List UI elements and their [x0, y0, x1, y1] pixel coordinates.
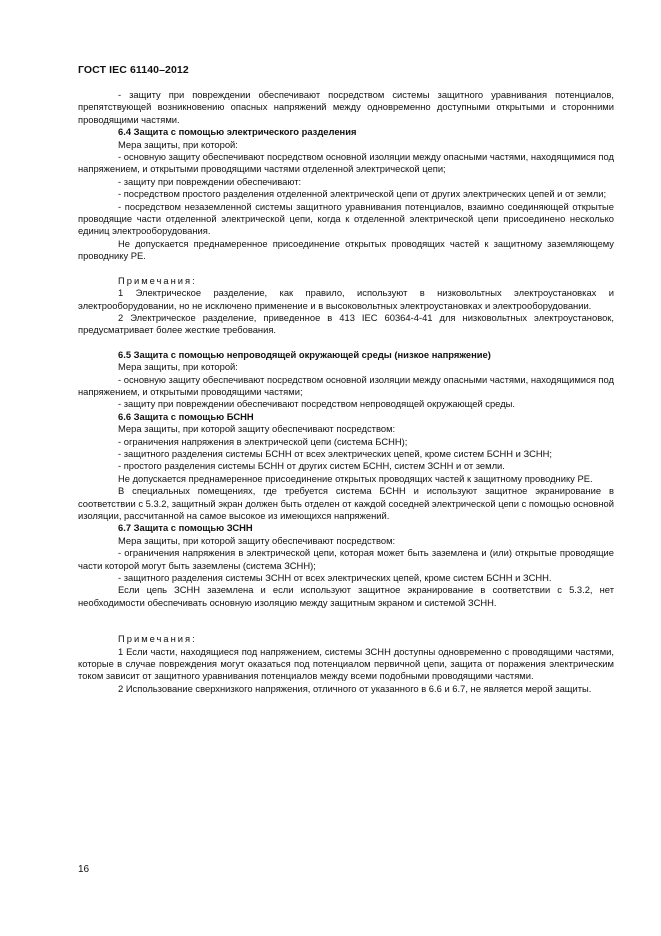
paragraph: - основную защиту обеспечивают посредством основной изоляции между опасными частями, находящимися под напряжением, и открытыми проводящими частями;	[78, 373, 614, 397]
paragraph: - защитного разделения системы БСНН от всех электрических цепей, кроме систем БСНН и ЗСНН;	[118, 447, 552, 459]
section-heading: 6.7 Защита с помощью ЗСНН	[118, 522, 253, 534]
paragraph: 2 Электрическое разделение, приведенное в 413 IEC 60364-4-41 для низковольтных электроустановок, предусматривает более жесткие требования.	[78, 311, 614, 336]
paragraph: 1 Электрическое разделение, как правило, используют в низковольтных электроустановках и электрооборудовании, но не исключено применение и в высоковольтных электроустановках и электрооборудовании.	[78, 287, 614, 311]
page-number: 16	[78, 864, 90, 875]
paragraph: - ограничения напряжения в электрической цепи, которая может быть заземлена и (или) открытые проводящие части которой могут быть заземлены (система ЗСНН);	[78, 547, 614, 571]
paragraph: Не допускается преднамеренное присоединение открытых проводящих частей к защитному заземляющему проводнику PE.	[78, 237, 614, 262]
paragraph: - защиту при повреждении обеспечивают:	[118, 175, 302, 187]
paragraph: Мера защиты, при которой защиту обеспечивают посредством:	[118, 534, 396, 546]
paragraph: - простого разделения системы БСНН от других систем БСНН, систем ЗСНН и от земли.	[118, 460, 505, 472]
paragraph: - защитного разделения системы ЗСНН от всех электрических цепей, кроме систем БСНН и ЗСНН.	[118, 572, 552, 584]
paragraph: В специальных помещениях, где требуется система БСНН и используют защитное экранирование в соответствии с 5.3.2, защитный экран должен быть отделен от каждой соседней электрической цепи с помощью основной изоляции, рассчитанной на самое высокое из имеющихся напряжений.	[78, 485, 614, 521]
document-header: ГОСТ IEC 61140–2012	[78, 64, 189, 76]
paragraph: 2 Использование сверхнизкого напряжения, отличного от указанного в 6.6 и 6.7, не является мерой защиты.	[118, 682, 592, 694]
paragraph: - посредством незаземленной системы защитного уравнивания потенциалов, взаимно соединяющей открытые проводящие части отделенной электрической цепи, когда к отделенной электрической цепи присоединено несколько единиц электрооборудования.	[78, 200, 614, 237]
paragraph: Мера защиты, при которой:	[118, 138, 238, 150]
paragraph: - основную защиту обеспечивают посредством основной изоляции между опасными частями, находящимися под напряжением, и открытыми проводящими частями отделенной электрической цепи;	[78, 151, 614, 175]
section-heading: 6.5 Защита с помощью непроводящей окружающей среды (низкое напряжение)	[118, 348, 491, 360]
paragraph: - защиту при повреждении обеспечивают посредством непроводящей окружающей среды.	[118, 398, 516, 410]
paragraph: Не допускается преднамеренное присоединение открытых проводящих частей к защитному проводнику PE.	[118, 472, 593, 484]
document-body	[78, 89, 614, 695]
spacer	[78, 263, 614, 275]
paragraph: - ограничения напряжения в электрической цепи (система БСНН);	[118, 435, 408, 447]
spacer	[78, 609, 614, 633]
notes-heading: Примечания:	[118, 633, 197, 645]
paragraph: Мера защиты, при которой:	[118, 361, 238, 373]
paragraph: Если цепь ЗСНН заземлена и если используют защитное экранирование в соответствии с 5.3.2, нет необходимости обеспечивать основную изоляцию между защитным экраном и системой ЗСНН.	[78, 584, 614, 608]
section-heading: 6.6 Защита с помощью БСНН	[118, 410, 254, 422]
notes-heading: Примечания:	[118, 274, 197, 286]
section-heading: 6.4 Защита с помощью электрического разделения	[118, 126, 357, 138]
paragraph: Мера защиты, при которой защиту обеспечивают посредством:	[118, 423, 396, 435]
spacer	[78, 337, 614, 349]
paragraph: - защиту при повреждении обеспечивают посредством системы защитного уравнивания потенциалов, препятствующей возникновению опасных напряжений между одновременно доступными открытыми и сторонними проводящими частями.	[78, 89, 614, 125]
paragraph: 1 Если части, находящиеся под напряжением, системы ЗСНН доступны одновременно с проводящими частями, которые в случае повреждения могут оказаться под потенциалом первичной цепи, защита от поражения электрическим током зависит от защитного уравнивания потенциалов между всеми подобными проводящими частями.	[78, 645, 614, 682]
paragraph: - посредством простого разделения отделенной электрической цепи от других электрических цепей и от земли;	[118, 188, 607, 200]
